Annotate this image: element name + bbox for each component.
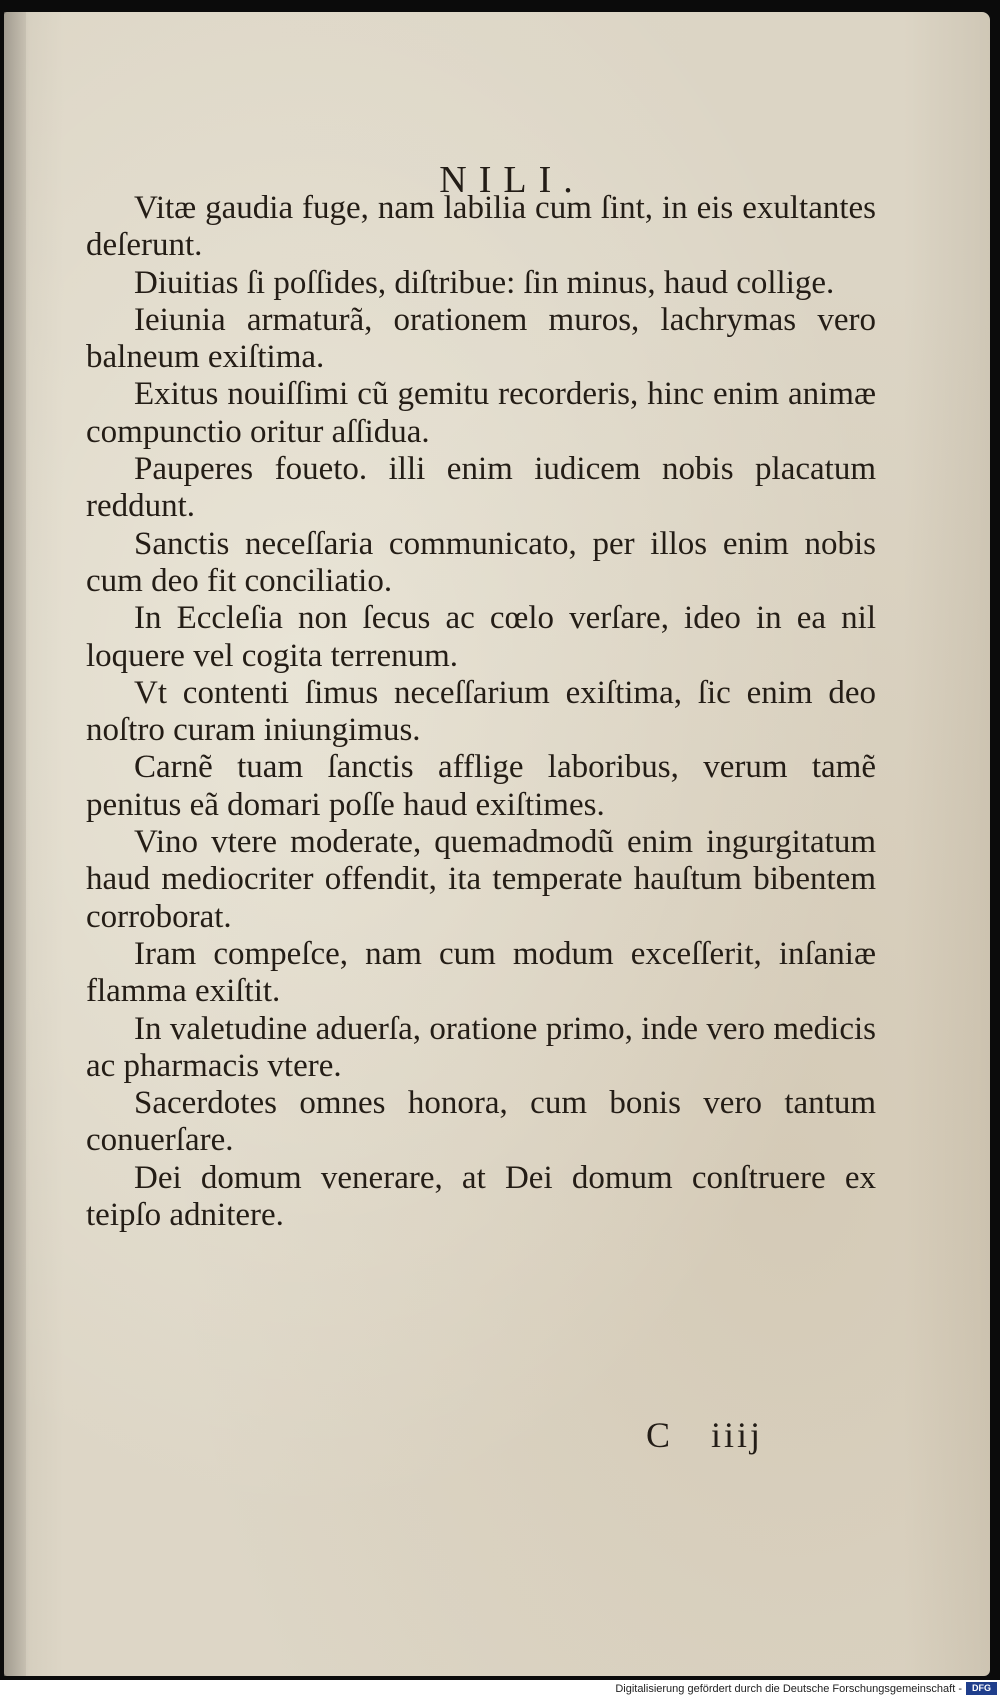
paragraph: Vitæ gaudia fuge, nam labilia cum ſint, in eis exultantes deſerunt. <box>86 190 876 264</box>
paragraph: Sanctis neceſſaria communicato, per illos enim nobis cum deo fit conciliatio. <box>86 525 876 599</box>
paragraph: Vt contenti ſimus neceſſarium exiſtima, ſic enim deo noſtro curam iniungimus. <box>86 674 876 749</box>
paragraph: Pauperes foueto. illi enim iudicem nobis placatum reddunt. <box>86 451 876 525</box>
body-text <box>86 190 876 1234</box>
running-head: NILI. <box>439 159 585 201</box>
paragraph: Diuitias ſi poſſides, diſtribue: ſin minus, haud collige. <box>134 264 835 301</box>
paragraph: Iram compeſce, nam cum modum exceſſerit, inſaniæ flamma exiſtit. <box>86 935 876 1010</box>
dfg-logo-icon: DFG <box>966 1682 997 1695</box>
funding-credit: Digitalisierung gefördert durch die Deutsche Forschungsgemeinschaft - <box>615 1683 962 1695</box>
paragraph: Ieiunia armaturã, orationem muros, lachrymas vero balneum exiſtima. <box>86 301 876 376</box>
paragraph: In valetudine aduerſa, oratione primo, inde vero medicis ac pharmacis vtere. <box>86 1010 876 1084</box>
page-gutter <box>4 12 26 1676</box>
paragraph: Carnẽ tuam ſanctis afflige laboribus, verum tamẽ penitus eã domari poſſe haud exiſtimes. <box>86 749 876 823</box>
signature-mark: C iiij <box>646 1415 764 1455</box>
paragraph: In Eccleſia non ſecus ac cœlo verſare, ideo in ea nil loquere vel cogita terrenum. <box>86 600 876 674</box>
paragraph: Dei domum venerare, at Dei domum conſtruere ex teipſo adnitere. <box>86 1159 876 1234</box>
book-page <box>4 12 990 1676</box>
paragraph: Exitus nouiſſimi cũ gemitu recorderis, hinc enim animæ compunctio oritur aſſidua. <box>86 376 876 450</box>
paragraph: Vino vtere moderate, quemadmodũ enim ingurgitatum haud mediocriter offendit, ita temperate hauſtum bibentem corroborat. <box>86 824 876 935</box>
paragraph: Sacerdotes omnes honora, cum bonis vero tantum conuerſare. <box>86 1085 876 1159</box>
